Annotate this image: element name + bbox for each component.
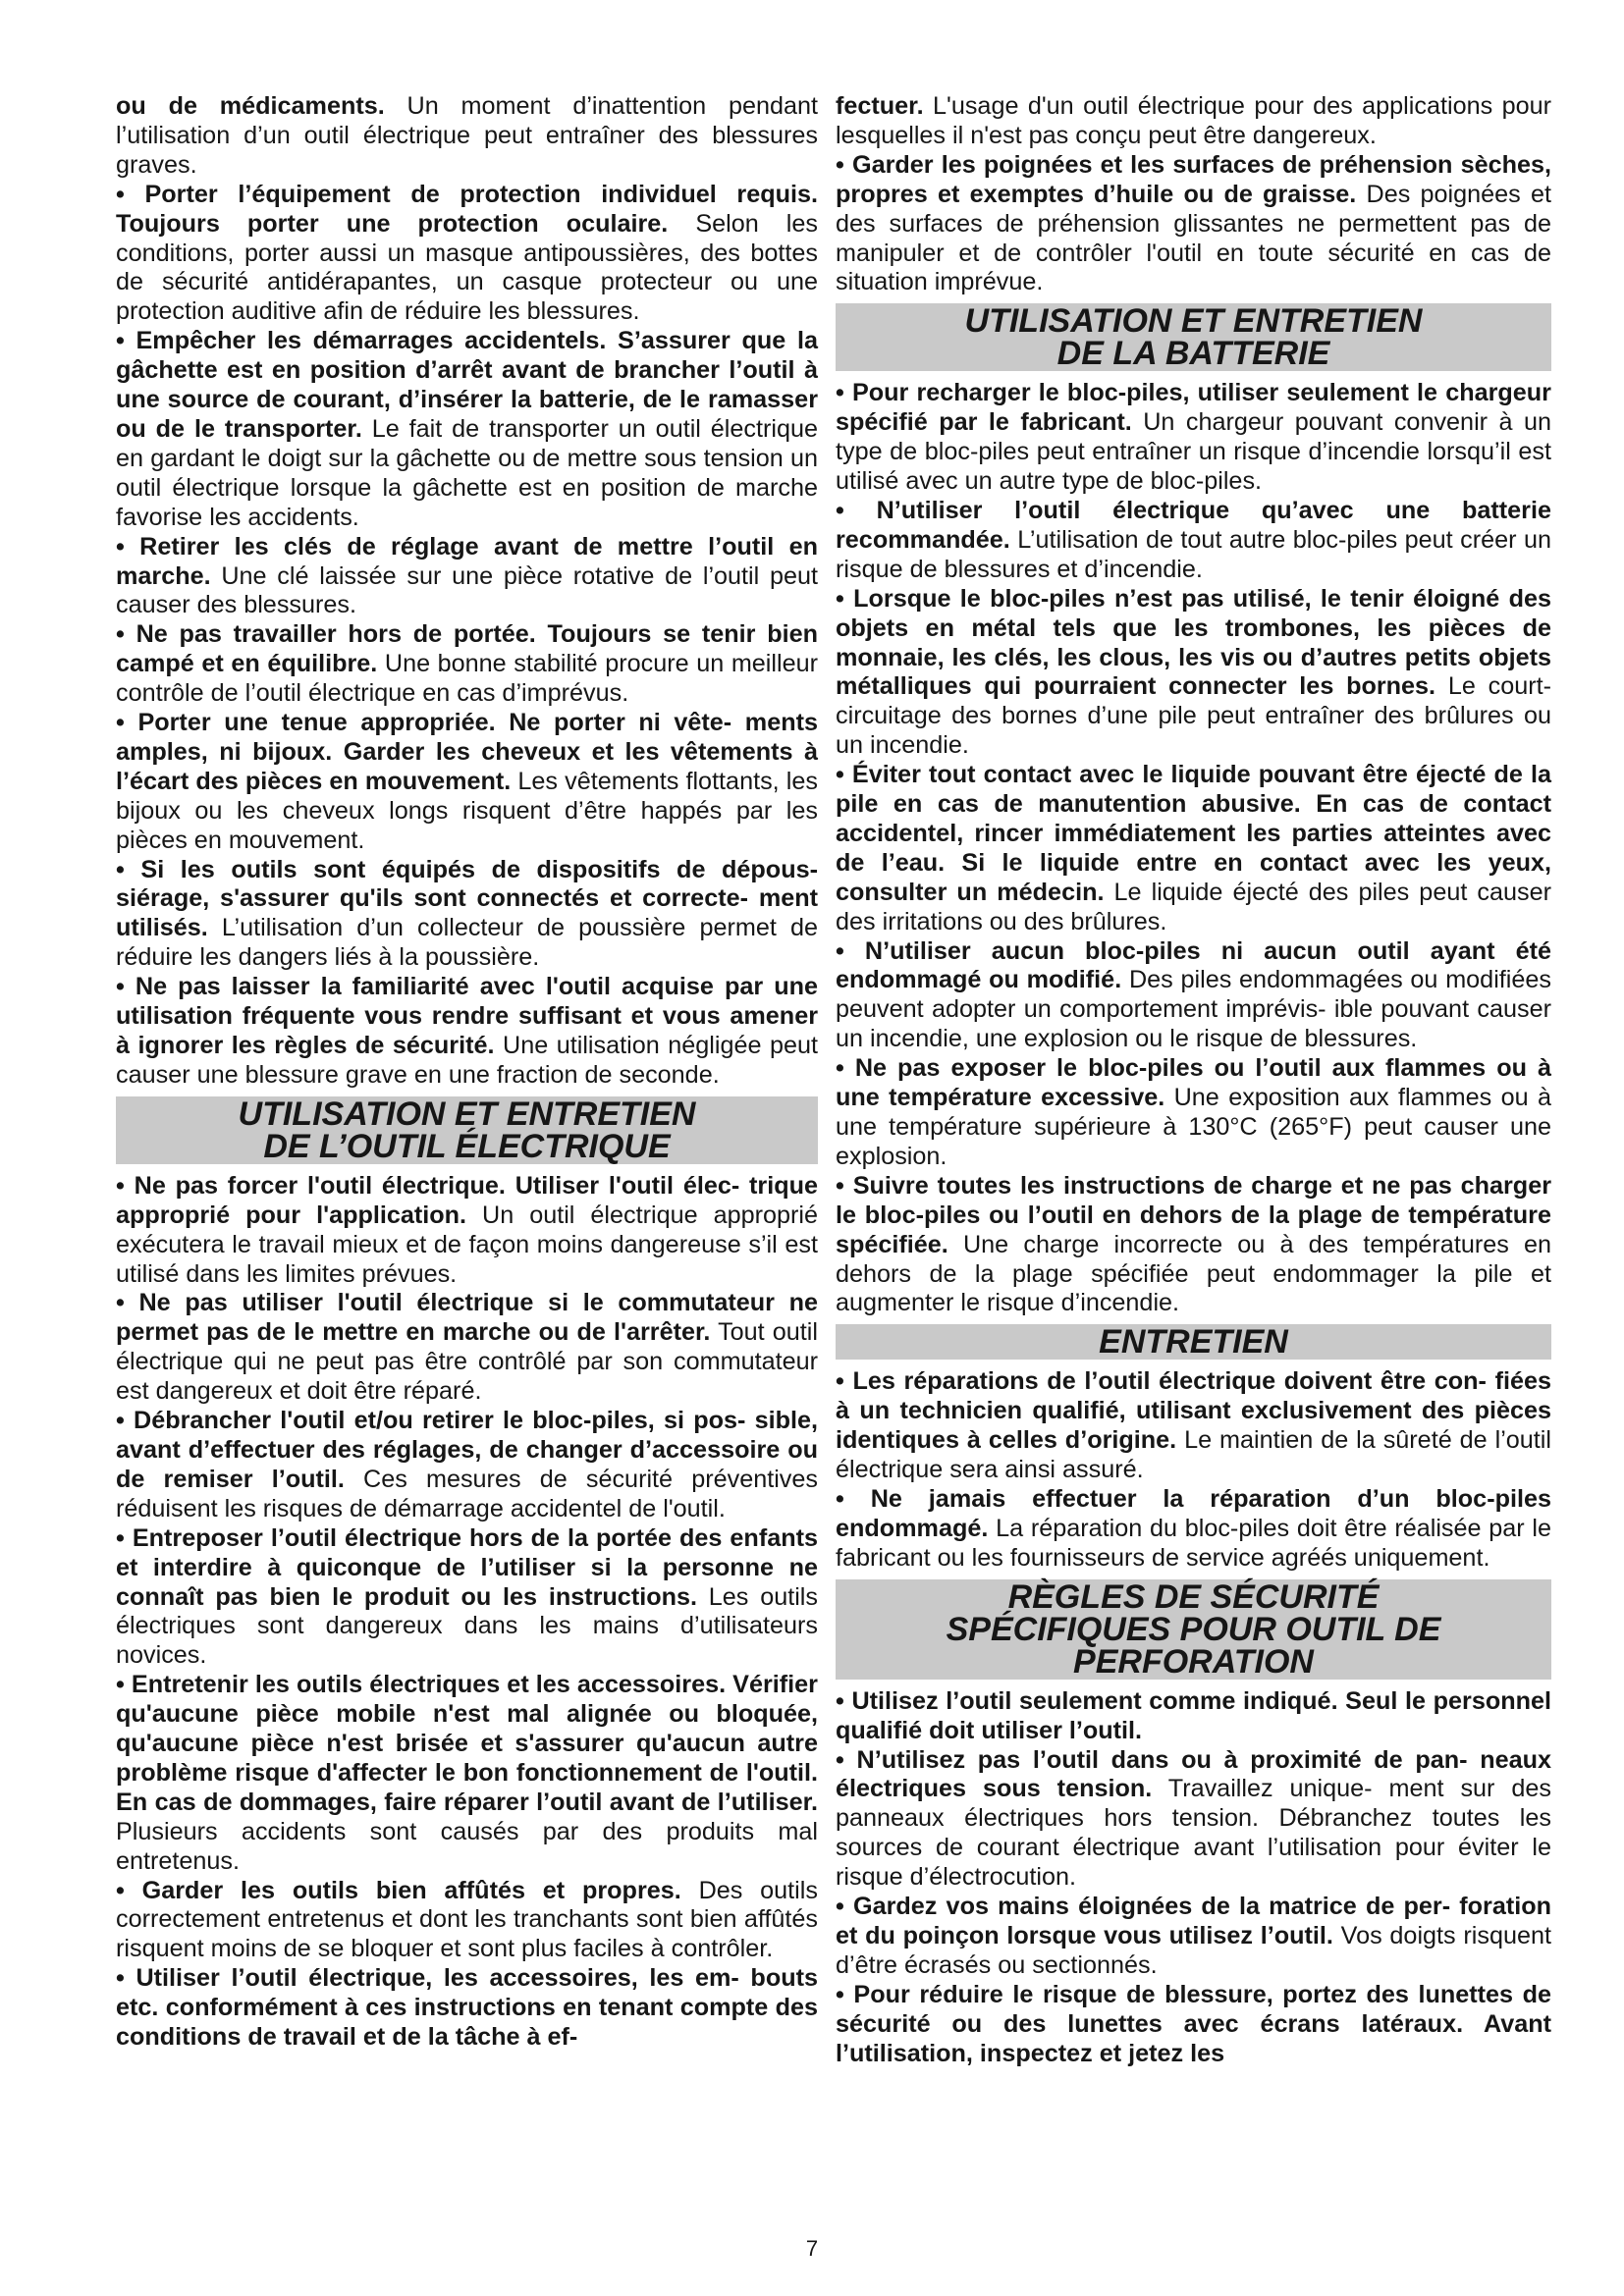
bullet-icon: • — [836, 1745, 857, 1774]
paragraph-body: Une clé laissée sur une pièce rotative de l’outil peut causer des blessures. — [116, 561, 818, 619]
safety-paragraph — [836, 1367, 1551, 1485]
bullet-icon: • — [116, 327, 136, 355]
paragraph-lead: Ne pas exposer le bloc-piles ou l’outil aux flammes ou à une température excessive. — [836, 1054, 1551, 1112]
paragraph-lead: Garder les poignées et les surfaces de préhension sèches, propres et exemptes d’huile ou de graisse. — [836, 150, 1551, 208]
safety-paragraph — [116, 1172, 818, 1290]
paragraph-lead: N’utilisez pas l’outil dans ou à proximité de pan- neaux électriques sous tension. — [836, 1745, 1551, 1803]
paragraph-body: Travaillez unique- ment sur des panneaux électriques hors tension. Débranchez toutes les sources de courant électrique avant l’utilisation pour éviter le risque d’électrocution. — [836, 1775, 1551, 1892]
paragraph-body: Vos doigts risquent d’être écrasés ou sectionnés. — [836, 1921, 1551, 1979]
safety-paragraph — [836, 92, 1551, 151]
safety-paragraph — [116, 181, 818, 328]
safety-paragraph — [836, 1054, 1551, 1172]
safety-paragraph — [836, 937, 1551, 1055]
bullet-icon: • — [116, 1171, 135, 1200]
section-heading — [116, 1096, 818, 1164]
bullet-icon: • — [836, 1171, 853, 1200]
bullet-icon: • — [836, 150, 852, 179]
section-heading-line: UTILISATION ET ENTRETIEN — [238, 1095, 696, 1133]
section-heading-line: PERFORATION — [1073, 1642, 1314, 1681]
paragraph-body: Les outils électriques sont dangereux dans les mains d’utilisateurs novices. — [116, 1582, 818, 1670]
paragraph-lead: Si les outils sont équipés de dispositifs de dépous- siérage, s'assurer qu'ils sont connectés et correcte- ment utilisés. — [116, 855, 818, 942]
paragraph-lead: fectuer. — [836, 92, 924, 120]
safety-paragraph — [116, 1289, 818, 1407]
safety-paragraph — [116, 973, 818, 1091]
bullet-icon: • — [836, 584, 854, 613]
paragraph-body: Les vêtements flottants, les bijoux ou les cheveux longs risquent d’être happés par les pièces en mouvement. — [116, 767, 818, 854]
paragraph-lead: Entreposer l’outil électrique hors de la portée des enfants et interdire à quiconque de l’utiliser si la personne ne connaît pas bien le produit ou les instructions. — [116, 1523, 818, 1611]
paragraph-lead: Ne pas utiliser l'outil électrique si le commutateur ne permet pas de le mettre en marche ou de l'arrêter. — [116, 1289, 818, 1347]
safety-paragraph — [116, 327, 818, 532]
section-heading — [836, 1579, 1551, 1680]
section-heading-line: UTILISATION ET ENTRETIEN — [964, 302, 1423, 341]
bullet-icon: • — [836, 496, 877, 524]
section-heading-line: SPÉCIFIQUES POUR OUTIL DE — [946, 1610, 1441, 1648]
bullet-icon: • — [116, 180, 145, 208]
paragraph-body: L'usage d'un outil électrique pour des applications pour lesquelles il n'est pas conçu peut être dangereux. — [836, 92, 1551, 149]
paragraph-body: Des outils correctement entretenus et dont les tranchants sont bien affûtés risquent moins de se bloquer et sont plus faciles à contrôler. — [116, 1876, 818, 1963]
paragraph-lead: Ne pas laisser la familiarité avec l'outil acquise par une utilisation fréquente vous rendre suffisant et vous amener à ignorer les règles de sécurité. — [116, 973, 818, 1059]
section-heading-line: DE LA BATTERIE — [1056, 335, 1330, 373]
safety-paragraph — [116, 1964, 818, 2053]
bullet-icon: • — [836, 1980, 854, 2008]
safety-paragraph — [836, 1172, 1551, 1319]
safety-paragraph — [116, 1407, 818, 1524]
safety-paragraph — [836, 1746, 1551, 1894]
paragraph-lead: Entretenir les outils électriques et les accessoires. Vérifier qu'aucune pièce mobile n'est mal alignée ou bloquée, qu'aucune pièce n'est brisée et s'assurer qu'aucun autre problème risque d'affecter le bon fonctionnement de l'outil. En cas de dommages, faire réparer l’outil avant de l’utiliser. — [116, 1671, 818, 1816]
paragraph-lead: Gardez vos mains éloignées de la matrice de per- foration et du poinçon lorsque vous utilisez l’outil. — [836, 1893, 1551, 1949]
bullet-icon: • — [836, 1367, 853, 1396]
safety-paragraph — [116, 1671, 818, 1876]
bullet-icon: • — [836, 936, 865, 965]
bullet-icon: • — [836, 379, 852, 407]
bullet-icon: • — [116, 1964, 136, 1993]
paragraph-body: Une charge incorrecte ou à des températures en dehors de la plage spécifiée peut endommager la pile et augmenter le risque d’incendie. — [836, 1230, 1551, 1317]
paragraph-lead: Lorsque le bloc-piles n’est pas utilisé, le tenir éloigné des objets en métal tels que les trombones, les pièces de monnaie, les clés, les clous, les vis ou d’autres petits objets métalliques qui pourraient connecter les bornes. — [836, 584, 1551, 701]
section-heading-line: RÈGLES DE SÉCURITÉ — [1007, 1577, 1380, 1616]
paragraph-lead: Débrancher l'outil et/ou retirer le bloc-piles, si pos- sible, avant d’effectuer des réglages, de changer d’accessoire ou de remiser l’outil. — [116, 1407, 818, 1493]
safety-paragraph — [116, 856, 818, 974]
paragraph-body: Des poignées et des surfaces de préhension glissantes ne permettent pas de manipuler et de contrôler l'outil en toute sécurité en cas de situation imprévue. — [836, 180, 1551, 296]
safety-paragraph — [116, 620, 818, 709]
bullet-icon: • — [116, 855, 141, 883]
bullet-icon: • — [836, 761, 852, 789]
paragraph-body: Ces mesures de sécurité préventives réduisent les risques de démarrage accidentel de l'outil. — [116, 1465, 819, 1522]
paragraph-lead: Éviter tout contact avec le liquide pouvant être éjecté de la pile en cas de manutention abusive. En cas de contact accidentel, rincer immédiatement les parties atteintes avec de l’eau. Si le liquide entre en contact avec les yeux, consulter un médecin. — [836, 761, 1551, 906]
safety-paragraph — [116, 533, 818, 621]
page-number: 7 — [805, 2236, 819, 2261]
paragraph-body: Tout outil électrique qui ne peut pas être contrôlé par son commutateur est dangereux et doit être réparé. — [116, 1318, 818, 1406]
paragraph-lead: Ne pas travailler hors de portée. Toujours se tenir bien campé et en équilibre. — [116, 620, 818, 678]
safety-paragraph — [836, 1485, 1551, 1574]
paragraph-lead: Suivre toutes les instructions de charge et ne pas charger le bloc-piles ou l’outil en dehors de la plage de température spécifiée. — [836, 1171, 1551, 1258]
paragraph-lead: Ne pas forcer l'outil électrique. Utiliser l'outil élec- trique approprié pour l'application. — [116, 1171, 818, 1229]
paragraph-lead: Utiliser l’outil électrique, les accessoires, les em- bouts etc. conformément à ces instructions en tenant compte des conditions de travail et de la tâche à ef- — [116, 1964, 818, 2052]
bullet-icon: • — [836, 1484, 871, 1513]
safety-paragraph — [116, 1524, 818, 1672]
paragraph-body: Un moment d’inattention pendant l’utilisation d’un outil électrique peut entraîner des blessures graves. — [116, 92, 818, 179]
paragraph-body: Un chargeur pouvant convenir à un type de bloc-piles peut entraîner un risque d’incendie lorsqu’il est utilisé avec un autre type de bloc-piles. — [836, 408, 1551, 496]
paragraph-lead: Utilisez l’outil seulement comme indiqué. Seul le personnel qualifié doit utiliser l’outil. — [836, 1686, 1551, 1744]
bullet-icon: • — [116, 532, 140, 561]
safety-paragraph — [116, 92, 818, 181]
paragraph-body: Des piles endommagées ou modifiées peuvent adopter un comportement imprévis- ible pouvant causer un incendie, une explosion ou le risque de blessures. — [836, 966, 1551, 1053]
bullet-icon: • — [116, 973, 135, 1001]
paragraph-lead: Pour réduire le risque de blessure, portez des lunettes de sécurité ou des lunettes avec écrans latéraux. Avant l’utilisation, inspectez et jetez les — [836, 1980, 1551, 2067]
paragraph-body: La réparation du bloc-piles doit être réalisée par le fabricant ou les fournisseurs de service agréés uniquement. — [836, 1514, 1551, 1572]
safety-paragraph — [836, 1893, 1551, 1981]
paragraph-lead: Porter l’équipement de protection individuel requis. Toujours porter une protection oculaire. — [116, 180, 818, 238]
paragraph-body: Une bonne stabilité procure un meilleur contrôle de l’outil électrique en cas d’imprévus. — [116, 650, 818, 708]
paragraph-body: Plusieurs accidents sont causés par des produits mal entretenus. — [116, 1817, 818, 1875]
paragraph-lead: Garder les outils bien affûtés et propres. — [141, 1876, 681, 1904]
safety-paragraph — [836, 761, 1551, 936]
section-heading-line: DE L’OUTIL ÉLECTRIQUE — [263, 1127, 671, 1165]
safety-paragraph — [836, 379, 1551, 497]
left-column — [116, 92, 818, 2053]
section-heading — [836, 1324, 1551, 1360]
bullet-icon: • — [116, 709, 138, 737]
paragraph-lead: N’utiliser aucun bloc-piles ni aucun outil ayant été endommagé ou modifié. — [836, 936, 1551, 994]
paragraph-lead: Les réparations de l’outil électrique doivent être con- fiées à un technicien qualifié, utilisant exclusivement des pièces identiques à celles d’origine. — [836, 1367, 1551, 1455]
bullet-icon: • — [116, 620, 136, 649]
section-heading — [836, 303, 1551, 371]
paragraph-body: Le maintien de la sûreté de l’outil électrique sera ainsi assuré. — [836, 1426, 1551, 1484]
paragraph-body: Selon les conditions, porter aussi un masque antipoussières, des bottes de sécurité antidérapantes, un casque protecteur ou une protection auditive afin de réduire les blessures. — [116, 209, 818, 326]
paragraph-body: Une exposition aux flammes ou à une température supérieure à 130°C (265°F) peut causer une explosion. — [836, 1084, 1551, 1170]
bullet-icon: • — [116, 1523, 133, 1552]
paragraph-lead: Empêcher les démarrages accidentels. S’assurer que la gâchette est en position d’arrêt avant de brancher l’outil à une source de courant, d’insérer la batterie, de le ramasser ou de le transporter. — [116, 327, 818, 443]
paragraph-body: Le fait de transporter un outil électrique en gardant le doigt sur la gâchette ou de mettre sous tension un outil électrique lorsque la gâchette est en position de marche favorise les accidents. — [116, 414, 818, 531]
bullet-icon: • — [836, 1054, 855, 1083]
paragraph-body: Le liquide éjecté des piles peut causer des irritations ou des brûlures. — [836, 878, 1551, 935]
paragraph-body: L’utilisation de tout autre bloc-piles peut créer un risque de blessures et d’incendie. — [836, 525, 1551, 583]
bullet-icon: • — [836, 1893, 853, 1921]
paragraph-lead: N’utiliser l’outil électrique qu’avec une batterie recommandée. — [836, 496, 1551, 554]
safety-paragraph — [116, 709, 818, 856]
section-heading-line: ENTRETIEN — [1099, 1323, 1288, 1362]
paragraph-lead: Retirer les clés de réglage avant de mettre l’outil en marche. — [116, 532, 818, 590]
safety-paragraph — [116, 1877, 818, 1965]
safety-paragraph — [836, 497, 1551, 585]
paragraph-lead: Ne jamais effectuer la réparation d’un bloc-piles endommagé. — [836, 1484, 1551, 1542]
bullet-icon: • — [116, 1407, 135, 1435]
paragraph-lead: Pour recharger le bloc-piles, utiliser seulement le chargeur spécifié par le fabricant. — [836, 379, 1551, 437]
safety-paragraph — [836, 151, 1551, 298]
bullet-icon: • — [836, 1686, 852, 1715]
paragraph-body: Le court-circuitage des bornes d’une pile peut entraîner des brûlures ou un incendie. — [836, 672, 1551, 760]
bullet-icon: • — [116, 1876, 142, 1904]
right-column — [836, 92, 1551, 2068]
paragraph-body: Un outil électrique approprié exécutera le travail mieux et de façon moins dangereuse s’il est utilisé dans les limites prévues. — [116, 1201, 818, 1288]
bullet-icon: • — [116, 1289, 139, 1317]
safety-paragraph — [836, 585, 1551, 761]
paragraph-body: L’utilisation d’un collecteur de poussière permet de réduire les dangers liés à la poussière. — [116, 914, 818, 972]
paragraph-lead: Porter une tenue appropriée. Ne porter ni vête- ments amples, ni bijoux. Garder les cheveux et les vêtements à l’écart des pièces en mouvement. — [116, 709, 818, 795]
paragraph-body: Une utilisation négligée peut causer une blessure grave en une fraction de seconde. — [116, 1032, 818, 1089]
paragraph-lead: ou de médicaments. — [116, 92, 385, 120]
safety-paragraph — [836, 1687, 1551, 1746]
bullet-icon: • — [116, 1671, 132, 1699]
safety-paragraph — [836, 1981, 1551, 2069]
